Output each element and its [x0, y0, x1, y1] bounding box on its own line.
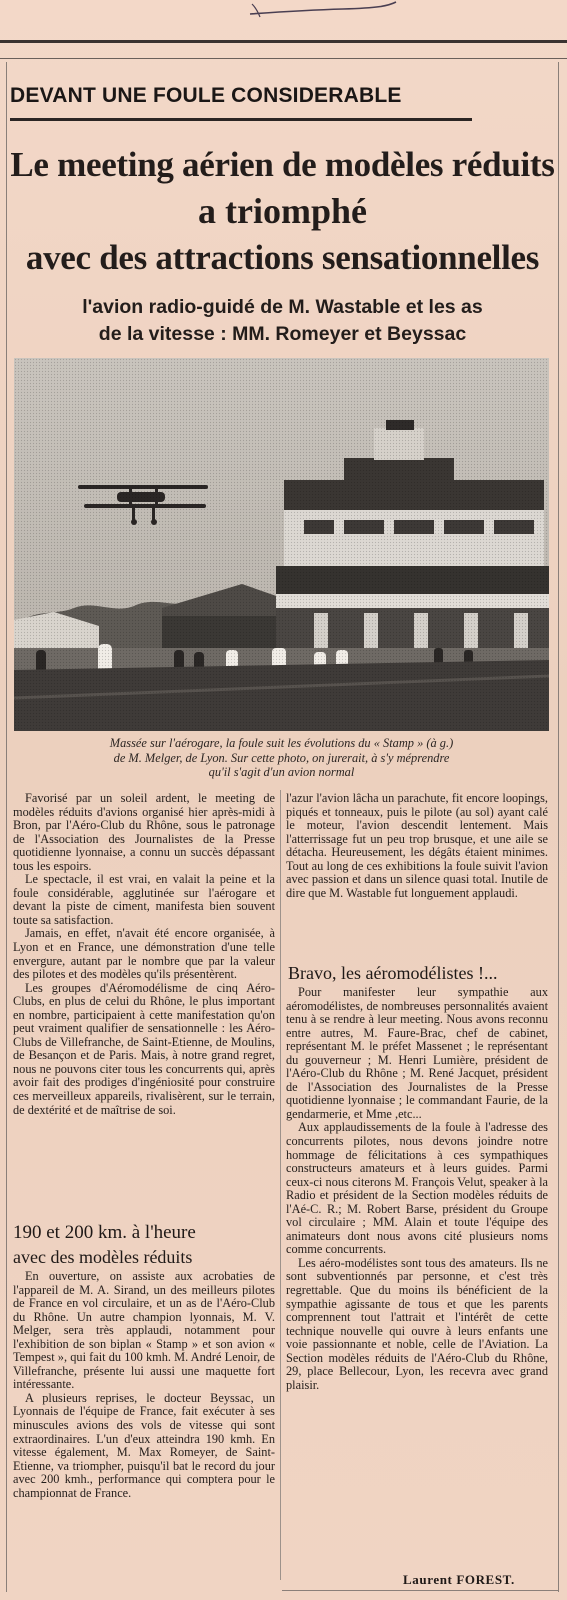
paragraph: Les aéro-modélistes sont tous des amateurs. Ils ne sont subventionnés par personne, et c'est très regrettable. Que du moins ils bénéficient de la sympathie agissante de tous et que les parents comprennent tout l'attrait et l'intérêt de cette technique nouvelle qui ouvre à leurs enfants une voie passionnante et noble, celle de l'Aviation. La Section modèles réduits de l'Aéro-Club du Rhône, 29, place Bellecour, Lyon, les recevra avec grand plaisir. [286, 1255, 548, 1392]
paragraph: A plusieurs reprises, le docteur Beyssac, un Lyonnais de l'équipe de France, fait exécuter à ses minuscules avions des vols de vitesse qui sont extraordinaires. L'un d'eux atteindra 190 kmh. En vitesse également, M. Max Romeyer, de Saint-Etienne, va triompher, puisqu'il bat le record du jour avec 200 kmh., performance qui comptera pour le championnat de France. [13, 1390, 275, 1500]
frame-right [558, 62, 559, 1592]
paragraph: l'azur l'avion lâcha un parachute, fit encore loopings, piqués et tonneaux, puis le pilote (au sol) ayant calé le moteur, l'avion descendit lentement. Mais l'atterrissage fut un peu trop brusque, et une aile se détacha. Heureusement, les dégâts étaient minimes. Tout au long de ces exhibitions la foule suivit l'avion avec passion et dans un silence quasi total. Inutile de dire que M. Wastable fut longuement applaudi. [286, 791, 548, 900]
headline-line-2: a triomphé [198, 191, 367, 231]
author-signature: Laurent FOREST. [403, 1572, 515, 1587]
paragraph: En ouverture, on assiste aux acrobaties de l'appareil de M. A. Sirand, un des meilleurs pilotes de France en vol circulaire, et un as de l'Aéro-Club du Rhône. Un autre champion lyonnais, M. V. Melger, sera très applaudi, notamment pour l'exhibition de son biplan « Stamp » et son avion « Tempest », qui fait du 100 kmh. M. André Lenoir, de Villefranche, présente lui aussi une maquette fort intéressante. [13, 1269, 275, 1392]
top-rule [0, 40, 567, 43]
paragraph: Jamais, en effet, n'avait été encore organisée, à Lyon et en France, une démonstration d'une telle envergure, autant par le nombre que par la valeur des pilotes et des modèles qu'ils présentèrent. [13, 926, 275, 982]
paragraph: Pour manifester leur sympathie aux aéromodélistes, de nombreuses personnalités avaient tenu à se rendre à leur meeting. Nous avons reconnu entre autres, M. Faure-Brac, chef de cabinet, représentant M. le préfet Massenet ; le représentant du gouverneur ; M. Henri Lumière, président de l'Aéro-Club du Rhône ; M. René Jacquet, président de l'Association des Journalistes de la Presse quotidienne lyonnaise ; le commandant Faurie, de la gendarmerie, et Mme ,etc... [286, 985, 548, 1121]
kicker: DEVANT UNE FOULE CONSIDERABLE [10, 84, 402, 107]
paragraph: Favorisé par un soleil ardent, le meeting de modèles réduits d'avions organisé hier après-midi à Bron, par l'Aéro-Club du Rhône, sous le patronage de l'Association des Journalistes de la Presse quotidienne lyonnaise, a connu un succès dépassant tous les espoirs. [13, 791, 275, 873]
pencil-mark [248, 0, 398, 22]
subhead-line-2: de la vitesse : MM. Romeyer et Beyssac [98, 323, 467, 345]
caption-line-1: Massée sur l'aérogare, la foule suit les évolutions du « Stamp » (à g.) [109, 736, 454, 750]
kicker-underline [10, 118, 472, 121]
frame-left [6, 62, 7, 1592]
subhead-line-1: l'avion radio-guidé de M. Wastable et les as [82, 296, 483, 318]
airfield-photo [14, 358, 549, 731]
photo-caption [14, 736, 549, 780]
paragraph: Aux applaudissements de la foule à l'adresse des concurrents pilotes, nous devons joindre notre hommage de félicitations à ces sympathiques constructeurs amateurs et à leurs guides. Parmi ceux-ci nous citerons M. François Velut, speaker à la Radio et président de la Section modèles réduits de l'Aé-C. R.; M. Robert Barse, président du Groupe vol circulaire ; MM. Alain et toute l'équipe des animateurs dont nous avons cité plusieurs noms comme concurrents. [286, 1120, 548, 1257]
headline-line-3: avec des attractions sensationnelles [25, 238, 540, 277]
section-heading-bravo: Bravo, les aéromodélistes !... [288, 963, 498, 983]
section-heading-speed-line-1: 190 et 200 km. à l'heure [13, 1222, 196, 1243]
bottom-rule [282, 1590, 558, 1591]
paragraph: Le spectacle, il est vrai, en valait la peine et la foule considérable, agglutinée sur l'aérogare et devant la piste de ciment, manifesta bien souvent toute sa satisfaction. [13, 872, 275, 927]
left-column [13, 792, 275, 1117]
left-column-2 [13, 1270, 275, 1500]
section-heading-speed-line-2: avec des modèles réduits [13, 1247, 193, 1267]
column-divider [280, 790, 281, 1580]
headline-line-1: Le meeting aérien de modèles réduits [10, 145, 555, 184]
caption-line-3: qu'il s'agit d'un avion normal [208, 765, 355, 779]
right-column-2 [286, 986, 548, 1392]
top-rule-thin [0, 58, 567, 59]
caption-line-2: de M. Melger, de Lyon. Sur cette photo, on jurerait, à s'y méprendre [113, 750, 450, 765]
right-column [286, 792, 548, 900]
paragraph: Les groupes d'Aéromodélisme de cinq Aéro-Clubs, en plus de celui du Rhône, le plus important en nombre, participaient à cette manifestation qu'on peut vraiment qualifier de sensationnelle : les Aéro-Clubs de Villefranche, de Saint-Etienne, de Moulins, de Besançon et de Paris. Mais, à notre grand regret, nous ne pouvons citer tous les concurrents qui, après avoir fait des prodiges d'ingéniosité pour construire ces merveilleux appareils, rivalisèrent, sur le terrain, de dextérité et de maîtrise de soi. [13, 980, 275, 1117]
